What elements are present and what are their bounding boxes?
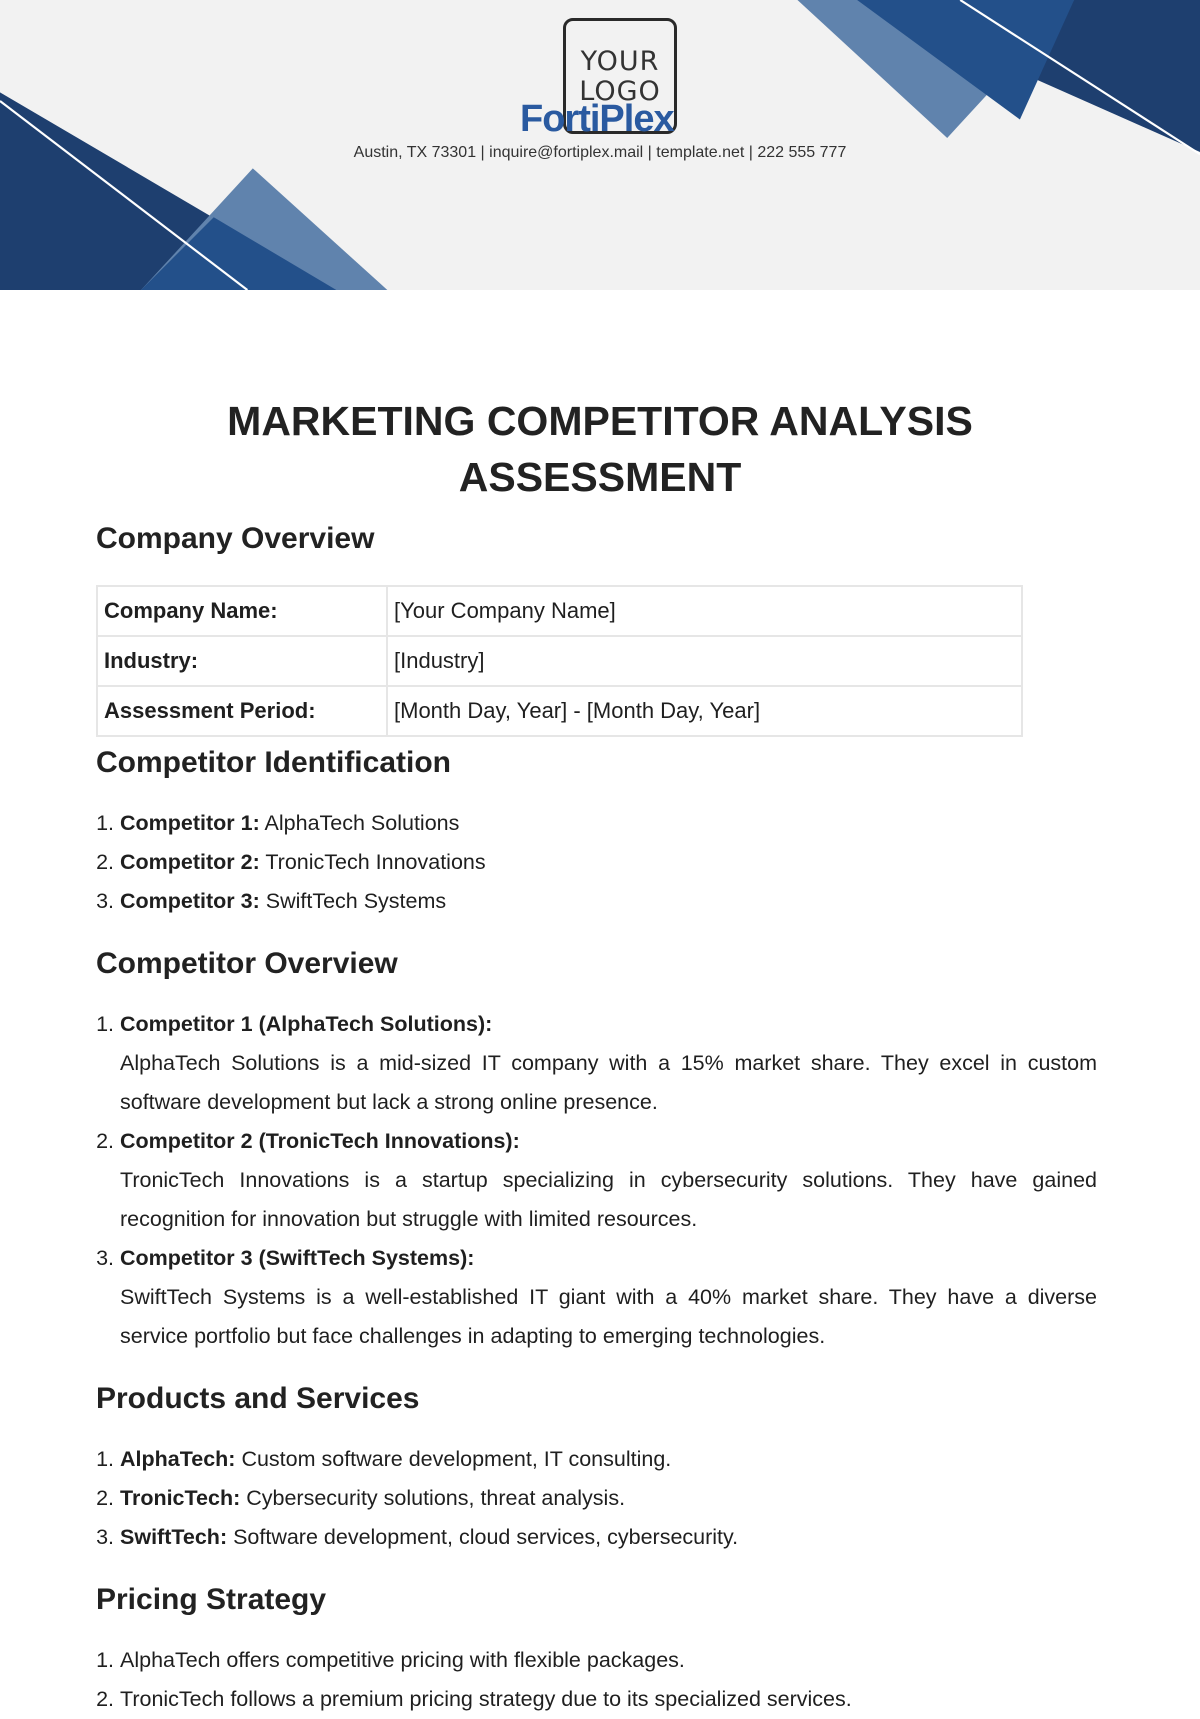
list-item (120, 1440, 1097, 1479)
list-item (120, 1239, 1097, 1356)
item-description: TronicTech Innovations is a startup specializing in cybersecurity solutions. They have gained recognition for innovation but struggle with limited resources. (120, 1168, 1097, 1231)
item-label: Competitor 1: (120, 811, 260, 835)
document-title: MARKETING COMPETITOR ANALYSIS ASSESSMENT (227, 398, 973, 500)
item-text: TronicTech Innovations (259, 850, 486, 874)
item-label: Competitor 1 (AlphaTech Solutions): (120, 1012, 493, 1036)
company-overview-table (96, 585, 1023, 737)
list-item: 2. TronicTech follows a premium pricing strategy due to its specialized services. (120, 1680, 1097, 1719)
item-text: Cybersecurity solutions, threat analysis. (240, 1486, 626, 1510)
heading-competitor-identification: Competitor Identification (96, 746, 451, 779)
item-label: Competitor 2: (120, 850, 260, 874)
item-label: Competitor 3 (SwiftTech Systems): (120, 1246, 475, 1270)
list-item (120, 804, 1097, 843)
list-item (120, 1518, 1097, 1557)
row-label: Industry: (97, 636, 387, 686)
item-label: AlphaTech: (120, 1447, 236, 1471)
item-description: SwiftTech Systems is a well-established IT giant with a 40% market share. They have a diverse service portfolio but face challenges in adapting to emerging technologies. (120, 1285, 1097, 1348)
list-item: 1. AlphaTech offers competitive pricing with flexible packages. (120, 1641, 1097, 1680)
item-description: AlphaTech Solutions is a mid-sized IT company with a 15% market share. They excel in custom software development but lack a strong online presence. (120, 1051, 1097, 1114)
row-value: [Industry] (387, 636, 1022, 686)
letterhead (0, 0, 1200, 290)
list-item (120, 1479, 1097, 1518)
item-label: SwiftTech: (120, 1525, 228, 1549)
pricing-strategy-list (96, 1641, 1097, 1719)
item-label: Competitor 3: (120, 889, 260, 913)
row-label: Company Name: (97, 586, 387, 636)
heading-company-overview: Company Overview (96, 522, 375, 555)
list-item (120, 1005, 1097, 1122)
brand-name: FortiPlex (520, 98, 674, 140)
products-services-list (96, 1440, 1097, 1557)
table-row (97, 586, 1022, 636)
item-text: SwiftTech Systems (259, 889, 447, 913)
heading-products-services: Products and Services (96, 1382, 420, 1415)
logo-placeholder: YOUR LOGO (563, 18, 677, 134)
heading-competitor-overview: Competitor Overview (96, 947, 398, 980)
competitor-overview-list (96, 1005, 1097, 1356)
item-text: AlphaTech Solutions (259, 811, 460, 835)
row-label: Assessment Period: (97, 686, 387, 736)
row-value: [Your Company Name] (387, 586, 1022, 636)
table-row (97, 636, 1022, 686)
item-text: Custom software development, IT consulting. (235, 1447, 672, 1471)
heading-pricing-strategy: Pricing Strategy (96, 1583, 327, 1616)
list-item (120, 882, 1097, 921)
row-value: [Month Day, Year] - [Month Day, Year] (387, 686, 1022, 736)
item-label: Competitor 2 (TronicTech Innovations): (120, 1129, 520, 1153)
contact-line: Austin, TX 73301 | inquire@fortiplex.mail | template.net | 222 555 777 (353, 144, 847, 161)
table-row (97, 686, 1022, 736)
item-text: Software development, cloud services, cybersecurity. (227, 1525, 739, 1549)
item-label: TronicTech: (120, 1486, 241, 1510)
competitor-identification-list (96, 804, 1097, 921)
list-item (120, 843, 1097, 882)
list-item (120, 1122, 1097, 1239)
